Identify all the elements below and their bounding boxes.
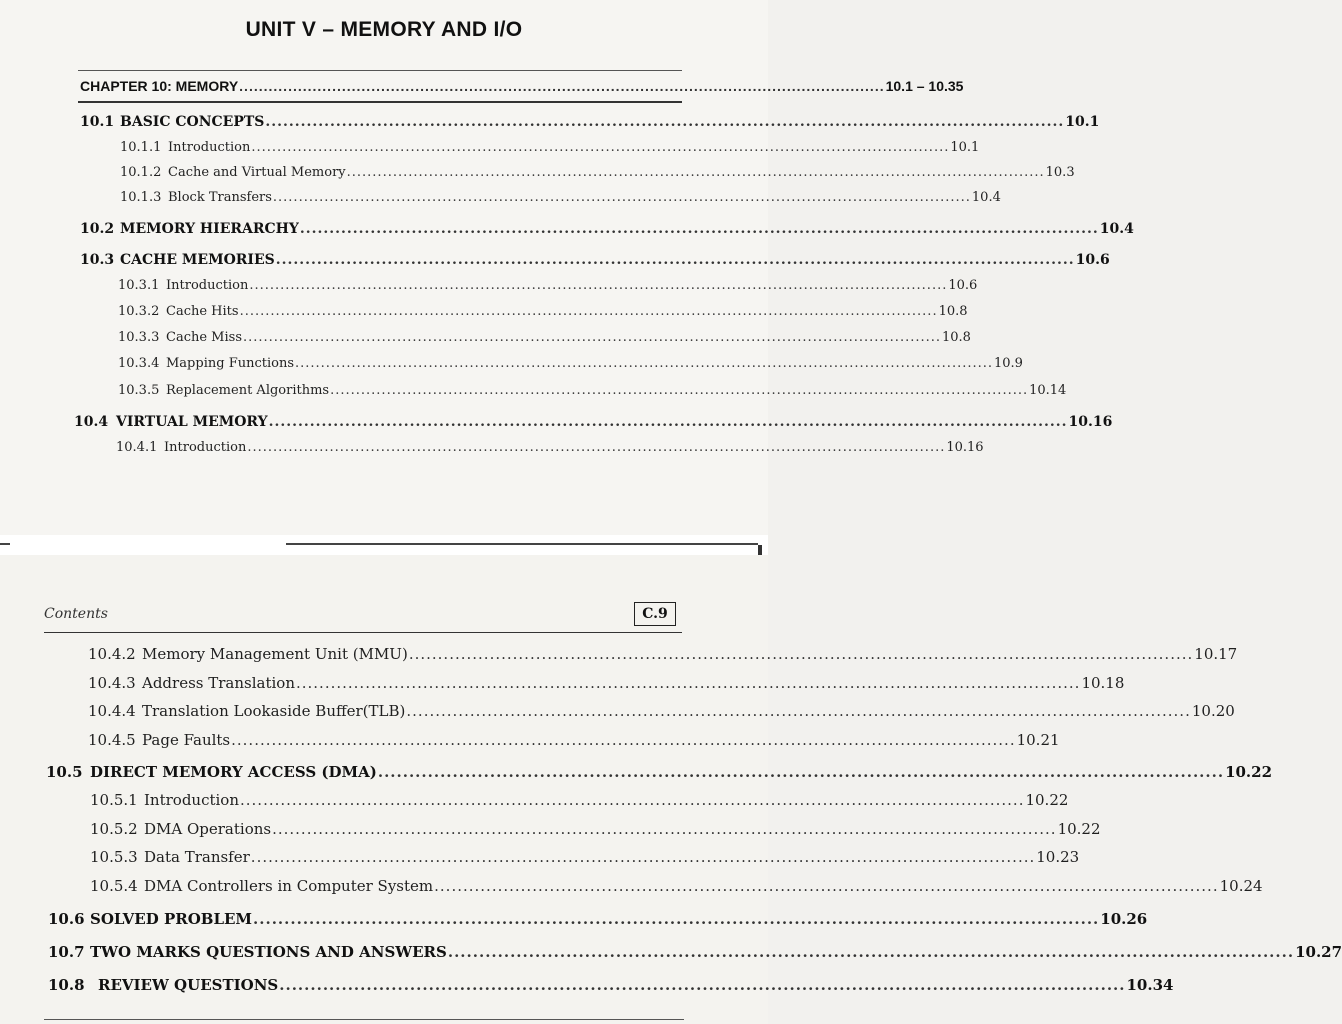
leader-dots: ........................................................................................................................................	[434, 877, 1219, 895]
leader-dots: ........................................................................................................................................	[275, 252, 1075, 268]
section-number: 10.2	[80, 221, 115, 237]
section-number: 10.3.4	[118, 356, 160, 371]
section-title: Data Transfer	[144, 848, 250, 866]
page-number: 10.9	[994, 356, 1023, 371]
page-number: 10.4	[971, 190, 1001, 205]
section-number: 10.4.3	[88, 674, 136, 692]
page-number: 10.1	[1065, 114, 1100, 130]
chapter-page-range: 10.1 – 10.35	[885, 78, 964, 94]
leader-dots: ........................................................................................................................................	[279, 976, 1126, 994]
leader-dots: ........................................................................................................................................	[251, 140, 950, 155]
leader-dots: ........................................................................................................................................	[265, 114, 1065, 130]
page-number: 10.21	[1016, 731, 1060, 749]
chapter-heading	[80, 78, 964, 94]
section-title: TWO MARKS QUESTIONS AND ANSWERS	[90, 943, 447, 961]
toc-entry	[74, 414, 1113, 430]
leader-dots: ........................................................................................................................................	[239, 304, 938, 319]
page-number: 10.6	[948, 278, 978, 293]
section-title: Introduction	[168, 140, 251, 155]
section-title: Memory Management Unit (MMU)	[142, 645, 408, 663]
section-title: DMA Operations	[144, 820, 272, 838]
leader-dots: ........................................................................................................................................	[408, 645, 1194, 663]
toc-entry	[88, 645, 1238, 663]
section-number: 10.6	[48, 910, 85, 928]
page-number: 10.23	[1036, 848, 1080, 866]
page-number: 10.17	[1194, 645, 1238, 663]
leader-dots: ........................................................................................................................................	[240, 791, 1025, 809]
page-number: 10.1	[950, 140, 980, 155]
section-title: Translation Lookaside Buffer(TLB)	[142, 702, 406, 720]
page-number: 10.22	[1057, 820, 1101, 838]
section-title: Page Faults	[142, 731, 231, 749]
toc-entry	[80, 252, 1110, 268]
unit-title: UNIT V – MEMORY AND I/O	[245, 18, 523, 41]
page-number: 10.4	[1099, 221, 1134, 237]
section-number: 10.5.4	[90, 877, 138, 895]
section-number: 10.3.3	[118, 330, 160, 345]
section-title: Cache Miss	[166, 330, 242, 345]
header-rule	[44, 632, 682, 633]
toc-entry	[48, 910, 1148, 928]
leader-dots: ........................................................................................................................................	[406, 702, 1191, 720]
section-title: Cache and Virtual Memory	[168, 165, 346, 180]
leader-dots: ........................................................................................................................................	[330, 383, 1029, 398]
leader-dots: ........................................................................................................................................	[346, 165, 1045, 180]
section-number: 10.5.1	[90, 791, 138, 809]
leader-dots: ........................................................................................................................................	[231, 731, 1016, 749]
page-number: 10.27	[1295, 943, 1342, 961]
page-number: 10.16	[1068, 414, 1113, 430]
page-number: 10.18	[1081, 674, 1125, 692]
leader-dots: ........................................................................................................................................	[249, 278, 948, 293]
page-number: 10.3	[1045, 165, 1075, 180]
chapter-bottom-rule	[78, 101, 682, 103]
leader-dots: ........................................................................................................................................	[253, 910, 1100, 928]
leader-dots: ........................................................................................................................................	[295, 674, 1081, 692]
toc-entry	[118, 330, 971, 345]
leader-dots: ........................................................................................................................................	[250, 848, 1036, 866]
section-title: SOLVED PROBLEM	[90, 910, 253, 928]
section-number: 10.1.3	[120, 190, 162, 205]
toc-entry	[118, 383, 1067, 398]
toc-entry	[48, 976, 1174, 994]
section-title: Cache Hits	[166, 304, 239, 319]
section-title: DIRECT MEMORY ACCESS (DMA)	[90, 763, 377, 781]
section-title: MEMORY HIERARCHY	[120, 221, 299, 237]
footer-rule	[44, 1019, 684, 1020]
running-header: Contents	[44, 606, 108, 622]
page-edge-line	[286, 543, 758, 545]
toc-entry	[90, 877, 1263, 895]
page-number: 10.8	[938, 304, 968, 319]
toc-entry	[88, 702, 1235, 720]
page-number: 10.34	[1126, 976, 1174, 994]
section-title: Introduction	[144, 791, 239, 809]
toc-entry	[48, 943, 1342, 961]
section-number: 10.4.5	[88, 731, 136, 749]
toc-entry	[46, 763, 1273, 781]
page-number: 10.16	[946, 440, 984, 455]
chapter-top-rule	[78, 70, 682, 71]
page-number-box: C.9	[634, 602, 676, 626]
chapter-label: CHAPTER 10: MEMORY	[80, 78, 239, 94]
leader-dots: ........................................................................................................................................	[299, 221, 1099, 237]
leader-dots: ........................................................................................................................................	[447, 943, 1295, 961]
section-number: 10.3.5	[118, 383, 160, 398]
section-title: Address Translation	[142, 674, 295, 692]
section-title: Mapping Functions	[166, 356, 294, 371]
section-title: Introduction	[164, 440, 247, 455]
section-number: 10.5	[46, 763, 83, 781]
toc-entry	[90, 848, 1080, 866]
section-number: 10.4.4	[88, 702, 136, 720]
toc-entry	[118, 278, 978, 293]
toc-entry	[118, 304, 968, 319]
seam-mark	[0, 543, 10, 545]
toc-entry	[80, 114, 1100, 130]
section-title: VIRTUAL MEMORY	[116, 414, 268, 430]
leader-dots: ........................................................................................................................................	[247, 440, 946, 455]
section-title: Replacement Algorithms	[166, 383, 330, 398]
section-title: Block Transfers	[168, 190, 272, 205]
page-number: 10.26	[1100, 910, 1148, 928]
section-title: DMA Controllers in Computer System	[144, 877, 434, 895]
section-number: 10.8	[48, 976, 85, 994]
leader-dots: ....................................................................................................................................	[239, 78, 885, 94]
toc-entry	[80, 221, 1134, 237]
leader-dots: ........................................................................................................................................	[295, 356, 993, 371]
page-number: 10.20	[1191, 702, 1235, 720]
page-number: 10.6	[1075, 252, 1110, 268]
leader-dots: ........................................................................................................................................	[243, 330, 941, 345]
section-number: 10.7	[48, 943, 85, 961]
section-number: 10.4	[74, 414, 109, 430]
section-number: 10.1.2	[120, 165, 162, 180]
page-number: 10.8	[942, 330, 971, 345]
toc-entry	[118, 356, 1023, 371]
section-number: 10.1.1	[120, 140, 162, 155]
section-number: 10.3.2	[118, 304, 160, 319]
toc-entry	[88, 674, 1125, 692]
toc-entry	[120, 165, 1075, 180]
leader-dots: ........................................................................................................................................	[268, 414, 1068, 430]
leader-dots: ........................................................................................................................................	[272, 190, 971, 205]
toc-entry	[116, 440, 984, 455]
section-number: 10.3.1	[118, 278, 160, 293]
leader-dots: ........................................................................................................................................	[272, 820, 1057, 838]
section-number: 10.1	[80, 114, 115, 130]
page-number: 10.14	[1029, 383, 1067, 398]
leader-dots: ........................................................................................................................................	[377, 763, 1225, 781]
section-number: 10.3	[80, 252, 115, 268]
page-seam	[0, 535, 768, 555]
page-number: 10.22	[1225, 763, 1273, 781]
section-number: 10.4.2	[88, 645, 136, 663]
page-number: 10.24	[1219, 877, 1263, 895]
toc-entry	[90, 791, 1069, 809]
toc-entry	[120, 140, 980, 155]
section-number: 10.5.3	[90, 848, 138, 866]
section-number: 10.5.2	[90, 820, 138, 838]
toc-entry	[120, 190, 1001, 205]
toc-entry	[90, 820, 1101, 838]
section-title: BASIC CONCEPTS	[120, 114, 265, 130]
section-title: CACHE MEMORIES	[120, 252, 275, 268]
section-title: Introduction	[166, 278, 249, 293]
section-number: 10.4.1	[116, 440, 158, 455]
toc-entry	[88, 731, 1060, 749]
section-title: REVIEW QUESTIONS	[98, 976, 279, 994]
page-number: 10.22	[1025, 791, 1069, 809]
